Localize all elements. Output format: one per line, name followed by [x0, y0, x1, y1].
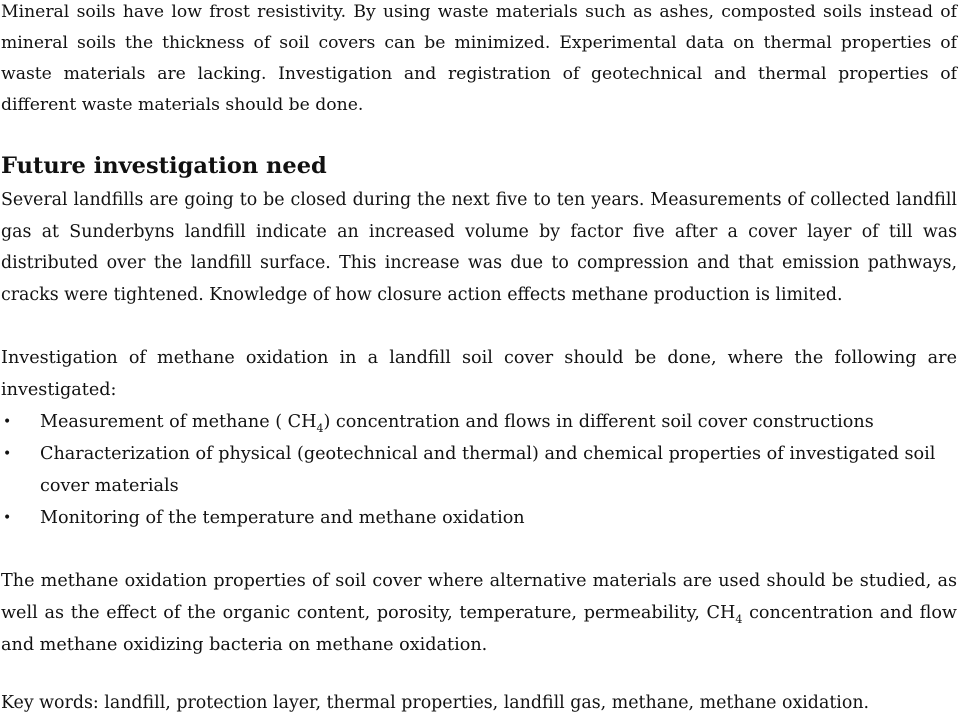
intro-paragraph: Mineral soils have low frost resistivity. By using waste materials such as ashes, composted soils instead of mineral soils the thickness of soil covers can be minimized. Experimental data on thermal properties of waste materials are lacking. Investigation and registration of geotechnical and thermal properties of different waste materials should be done.: [1, 2, 957, 115]
list-item-text-end: ) concentration and flows in different soil cover constructions: [323, 412, 874, 432]
bullet-icon: •: [3, 414, 12, 430]
investigation-intro-paragraph: Investigation of methane oxidation in a landfill soil cover should be done, where the following are investigated:: [1, 348, 957, 400]
list-item: [1, 406, 957, 438]
subscript: 4: [316, 422, 324, 435]
list-item-text: Monitoring of the temperature and methane oxidation: [40, 508, 525, 528]
keywords-line: Key words: landfill, protection layer, thermal properties, landfill gas, methane, methane oxidation.: [1, 693, 870, 713]
list-item: [1, 502, 957, 534]
subscript: 4: [735, 613, 743, 626]
bullet-icon: •: [3, 446, 12, 462]
future-paragraph: Several landfills are going to be closed during the next five to ten years. Measurements of collected landfill gas at Sunderbyns landfill indicate an increased volume by factor five after a cover layer of till was distributed over the landfill surface. This increase was due to compression and that emission pathways, cracks were tightened. Knowledge of how closure action effects methane production is limited.: [1, 190, 957, 305]
list-item: [1, 438, 957, 502]
methane-text-start: The methane oxidation properties of soil cover where alternative materials are used should be studied, as well as the effect of the organic content, porosity, temperature, permeability, CH: [1, 571, 957, 623]
methane-paragraph: [1, 565, 957, 661]
list-item-text-start: Measurement of methane ( CH: [40, 412, 317, 432]
investigation-list: [1, 406, 957, 534]
section-heading: Future investigation need: [1, 153, 327, 179]
list-item-text: Characterization of physical (geotechnical and thermal) and chemical properties of investigated soil cover materials: [40, 444, 936, 496]
bullet-icon: •: [3, 510, 12, 526]
methane-text-end: concentration and flow and methane oxidizing bacteria on methane oxidation.: [1, 603, 957, 655]
